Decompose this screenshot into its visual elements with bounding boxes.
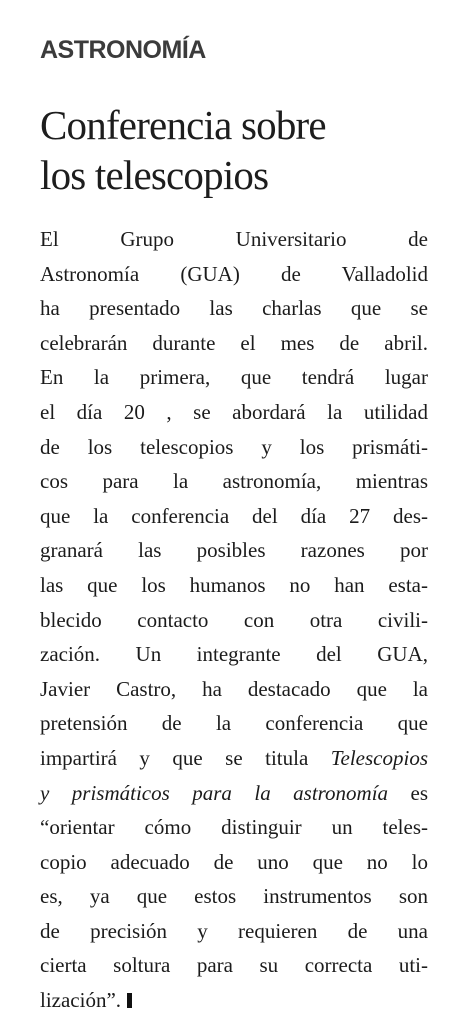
- body-line: copio adecuado de uno que no lo: [40, 849, 428, 874]
- body-line: En la primera, que tendrá lugar: [40, 365, 428, 390]
- body-line: de los telescopios y los prismáti-: [40, 434, 428, 459]
- body-line: blecido contacto con otra civili-: [40, 607, 428, 632]
- body-line-talk-title-start: [40, 741, 428, 776]
- body-line: pretensión de la conferencia que: [40, 711, 428, 736]
- body-line-talk-title-end: [40, 776, 428, 811]
- body-line: El Grupo Universitario de: [40, 227, 428, 251]
- headline: [40, 100, 460, 200]
- body-line: “orientar cómo distinguir un teles-: [40, 815, 428, 840]
- body-word-es: es: [410, 780, 428, 805]
- article-body: [40, 222, 428, 1018]
- headline-line-1: Conferencia sobre: [40, 102, 326, 148]
- body-line: Astronomía (GUA) de Valladolid: [40, 261, 428, 286]
- body-line: cos para la astronomía, mientras: [40, 469, 428, 494]
- body-line: celebrarán durante el mes de abril.: [40, 330, 428, 355]
- body-line-text: lización”.: [40, 988, 122, 1013]
- body-line: granará las posibles razones por: [40, 538, 428, 563]
- body-line: zación. Un integrante del GUA,: [40, 642, 428, 667]
- end-of-article-mark: [127, 993, 132, 1008]
- body-line: de precisión y requieren de una: [40, 918, 428, 943]
- section-label: ASTRONOMÍA: [40, 36, 206, 64]
- body-line-last: [40, 983, 428, 1018]
- body-line: Javier Castro, ha destacado que la: [40, 676, 428, 701]
- talk-title-part-1: Telescopios: [330, 745, 428, 770]
- body-line: ha presentado las charlas que se: [40, 296, 428, 321]
- talk-title-part-2: y prismáticos para la astronomía: [40, 780, 389, 805]
- body-line: que la conferencia del día 27 des-: [40, 503, 428, 528]
- body-line: el día 20 , se abordará la utilidad: [40, 399, 428, 424]
- body-line-text: impartirá y que se titula: [40, 745, 309, 770]
- body-line: cierta soltura para su correcta uti-: [40, 953, 428, 978]
- body-line: es, ya que estos instrumentos son: [40, 884, 428, 909]
- headline-line-2: los telescopios: [40, 152, 269, 198]
- body-line: las que los humanos no han esta-: [40, 572, 428, 597]
